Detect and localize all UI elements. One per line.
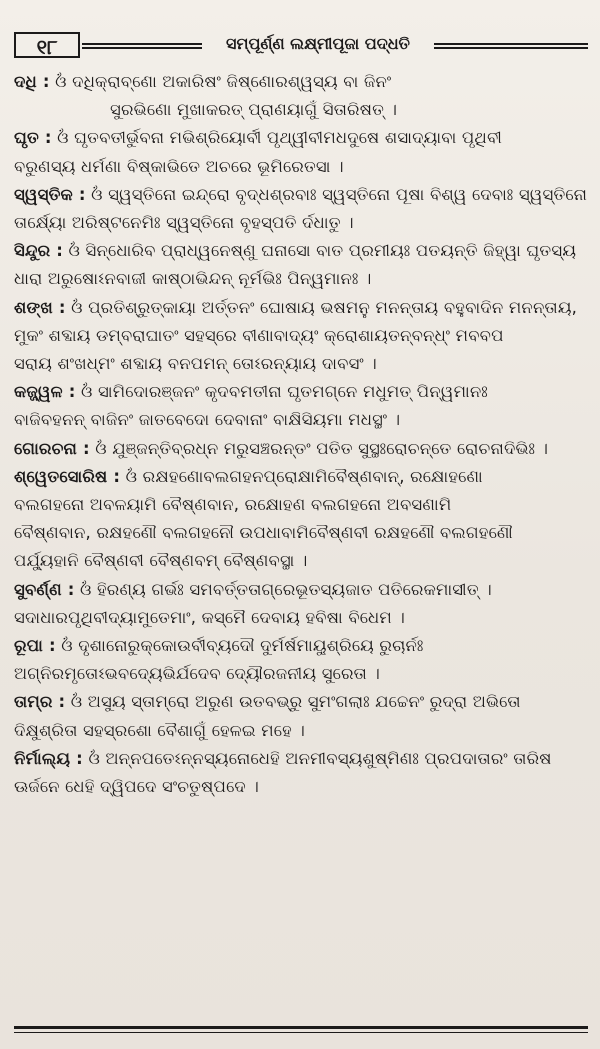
text-line xyxy=(14,463,590,491)
text-line xyxy=(14,688,590,716)
entry-term: ଶ୍ୱେତସୋରିଷ : xyxy=(14,466,121,486)
text-line: ବରୁଣସ୍ୟ ଧର୍ମଣା ବିଷ୍କାଭିତେ ଅଚରେ ଭୂମିରେତସା । xyxy=(14,156,344,176)
entry-term: ନିର୍ମାଲ୍ୟ : xyxy=(14,748,83,768)
entry-gorochana xyxy=(14,435,590,463)
page-number: ୧୮ xyxy=(14,32,80,58)
text-line: ମୁକଂ ଶବ୍ଦାୟ ଡମ୍ବରାଘାତଂ ସହସ୍ରେ ବୀଣାବାଦ୍ୟଂ କ୍ରୋଶାୟତନ୍ବନ୍ଧ୍ଂ ମବବପ xyxy=(14,325,504,345)
text-line xyxy=(14,632,590,660)
text-line xyxy=(14,181,590,209)
text-line xyxy=(14,745,590,773)
entry-term: ଗୋରଚନା : xyxy=(14,438,90,458)
entry-tamra xyxy=(14,688,590,744)
text-line xyxy=(14,435,590,463)
entry-text: ଓଁ ଘୃତବତୀର୍ଭୁବନା ମଭିଶ୍ରିୟୋର୍ବୀ ପୃଥ୍ୱୀବୀମଧଦୁଷେ ଶସାଦ୍ୟାବା ପୃଥିବୀ xyxy=(57,128,502,148)
text-line xyxy=(14,237,590,265)
text-line: ବଲଗହନୋ ଅବଳୟାମି ବୈଷ୍ଣବାନ, ରକ୍ଷୋହଣ ବଲଗହନୋ ଅବସଣାମି xyxy=(14,495,452,515)
entry-text: ଓଁ ସ୍ୱସ୍ତିନୋ ଇନ୍ଦ୍ରୋ ବୃଦ୍ଧଶ୍ରବାଃ ସ୍ୱସ୍ତିନୋ ପୂଷା ବିଶ୍ୱ ଦେବାଃ ସ୍ୱସ୍ତିନୋ xyxy=(91,184,588,204)
text-line: ସରାୟ ଶଂଖଧ୍ମଂ ଶବ୍ଦାୟ ବନପମନ୍ ତୋଽରନ୍ୟାୟ ଦାବସଂ । xyxy=(14,354,377,374)
text-line: ସୁରଭିଣୋ ମୁଖାକରତ୍ ପ୍ରାଣୟାଗୁଁ ସିତାରିଷତ୍ । xyxy=(110,100,398,120)
text-line: ବାଜିବହନନ୍ ବାଜିନଂ ଜାତବେଦୋ ଦେବାନାଂ ବାକ୍ଷିସିୟମା ମଧସ୍ଥଂ । xyxy=(14,410,401,430)
text-line: ଅଗ୍ନିରମୃତୋଽଭବଦ୍ୟେଭିର୍ଯଦେବ ଦ୍ୟୌରଜନୀୟ ସୁରେତା । xyxy=(14,664,381,684)
text-line xyxy=(14,378,590,406)
entry-term: ଶଙ୍ଖ : xyxy=(14,297,66,317)
entry-term: ତାମ୍ର : xyxy=(14,692,66,712)
entry-shweta-sorisha xyxy=(14,463,590,576)
text-line xyxy=(14,124,590,152)
entry-text: ଓଁ ରକ୍ଷହଣୋବଲଗହନପ୍ରୋକ୍ଷାମିବୈଷ୍ଣବାନ୍, ରକ୍ଷୋହଣୋ xyxy=(125,466,483,486)
entry-term: ଦଧି : xyxy=(14,72,50,91)
header-rule-right xyxy=(434,43,588,49)
entry-text: ଓଁ ଅନ୍ନପତେଽନ୍ନସ୍ୟନୋଧେହି ଅନମୀବସ୍ୟଶୁଷ୍ମିଣଃ ପ୍ରପଦାତାରଂ ତାରିଷ xyxy=(88,748,552,768)
entry-swastika xyxy=(14,181,590,237)
page-title: ସମ୍ପୂର୍ଣ୍ଣ ଲକ୍ଷ୍ମୀପୂଜା ପଦ୍ଧତି xyxy=(226,34,410,53)
text-line xyxy=(14,68,590,96)
entry-text: ଓଁ ଅସୁୟ ସ୍ତାମ୍ରୋ ଅରୁଣ ଉତବଭ୍ରୁ ସୁମଂଗଲାଃ ଯଚ୍ଚେନଂ ରୁଦ୍ରା ଅଭିତୋ xyxy=(70,692,521,712)
footer-rule xyxy=(14,1026,588,1029)
page-header xyxy=(14,32,588,62)
entry-kajjwala xyxy=(14,378,590,434)
page-content xyxy=(14,68,590,801)
entry-ghruta xyxy=(14,124,590,180)
entry-term: ରୂପା : xyxy=(14,636,56,656)
text-line: ସଦାଧାରପୃଥିବୀଦ୍ୟାମୁତେମାଂ, କସ୍ମୈ ଦେବାୟ ହବିଷା ବିଧେମ । xyxy=(14,607,406,627)
footer-rule-thin xyxy=(14,1032,588,1033)
entry-text: ଓଁ ହିରଣ୍ୟ ଗର୍ଭଃ ସମବର୍ତ୍ତତାଗ୍ରେଭୂତସ୍ୟଜାତ ପତିରେକମାସୀତ୍ । xyxy=(79,579,492,599)
entry-shankha xyxy=(14,294,590,379)
entry-term: ସୁବର୍ଣ୍ଣ : xyxy=(14,579,75,599)
entry-text: ଓଁ ଦୃଶାନୋରୁକ୍କୋଉର୍ବୀବ୍ୟଦୌ ଦୁର୍ମର୍ଷମାୟୁଶ୍ରିୟେ ରୁଚାର୍ନଃ xyxy=(61,636,424,656)
text-line: ଧାରା ଅରୁଷୋଽନବାଜୀ କାଷ୍ଠାଭିନ୍ଦନ୍ ନୂର୍ମଭିଃ ପିନ୍ୱମାନଃ । xyxy=(14,269,372,289)
entry-text: ଓଁ ପ୍ରତିଶ୍ରୁତ୍କାୟା ଅର୍ତ୍ତନଂ ଘୋଷାୟ ଭଷମନୁ ମନନ୍ତାୟ ବହୁବାଦିନ ମନନ୍ତାୟ, xyxy=(71,297,578,317)
entry-text: ଓଁ ଦଧିକ୍ରାବ୍ଣୋ ଅକାରିଷଂ ଜିଷ୍ଣୋରଶ୍ୱସ୍ୟ ବା ଜିନଂ xyxy=(55,72,392,91)
text-line xyxy=(14,294,590,322)
text-line: ଦିକ୍ଷୁଶ୍ରିତା ସହସ୍ରଶୋ ବୈଶାଗୁଁ ହେଳଇ ମହେ । xyxy=(14,720,305,740)
entry-rupa xyxy=(14,632,590,688)
entry-text: ଓଁ ଯୁଞ୍ଜନ୍ତିବ୍ରଧ୍ନ ମରୁସଞ୍ଚରନ୍ତଂ ପତିତ ସୁସ୍ଥଃରୋଚନ୍ତେ ରୋଚନାଦିଭିଃ । xyxy=(95,438,549,458)
entry-term: ସିନ୍ଦୁର : xyxy=(14,241,64,261)
text-line: ତାର୍କ୍ଷ୍ୟୋ ଅରିଷ୍ଟନେମିଃ ସ୍ୱସ୍ତିନୋ ବୃହସ୍ପତି ର୍ଦଧାତୁ । xyxy=(14,213,354,233)
text-line: ଊର୍ଜନେ ଧେହି ଦ୍ୱିପଦେ ସଂଚତୁଷ୍ପଦେ । xyxy=(14,777,259,797)
entry-sindura xyxy=(14,237,590,293)
text-line xyxy=(14,576,590,604)
text-line: ପର୍ଯ୍ୟୁହାନି ବୈଷ୍ଣବୀ ବୈଷ୍ଣବମ୍ ବୈଷ୍ଣବସ୍ଥା । xyxy=(14,551,308,571)
entry-term: ଘୃତ : xyxy=(14,128,52,148)
entry-term: ସ୍ୱସ୍ତିକ : xyxy=(14,184,86,204)
text-line: ବୈଷ୍ଣବାନ, ରକ୍ଷହଣୌ ବଲଗହନୌ ଉପଧାବାମିବୈଷ୍ଣବୀ ରକ୍ଷହଣୌ ବଲଗହଣୌ xyxy=(14,523,513,543)
entry-suvarna xyxy=(14,576,590,632)
entry-text: ଓଁ ସାମିଦୋରଞ୍ଜନଂ କୃଦବମତୀନା ଘୃତମଗ୍ନେ ମଧୁମତ୍ ପିନ୍ୱମାନଃ xyxy=(80,382,488,402)
header-rule-left xyxy=(82,43,202,49)
entry-nirmalya xyxy=(14,745,590,801)
entry-text: ଓଁ ସିନ୍ଧୋରିବ ପ୍ରାଧ୍ୱନେଷ୍ଣୁ ଘନାସୋ ବାତ ପ୍ରମୀୟଃ ପତୟନ୍ତି ଜିହ୍ୱା ଘୃତସ୍ୟ xyxy=(68,241,577,261)
entry-term: କଜ୍ଜ୍ୱଳ : xyxy=(14,382,76,402)
entry-dadhi xyxy=(14,68,590,124)
